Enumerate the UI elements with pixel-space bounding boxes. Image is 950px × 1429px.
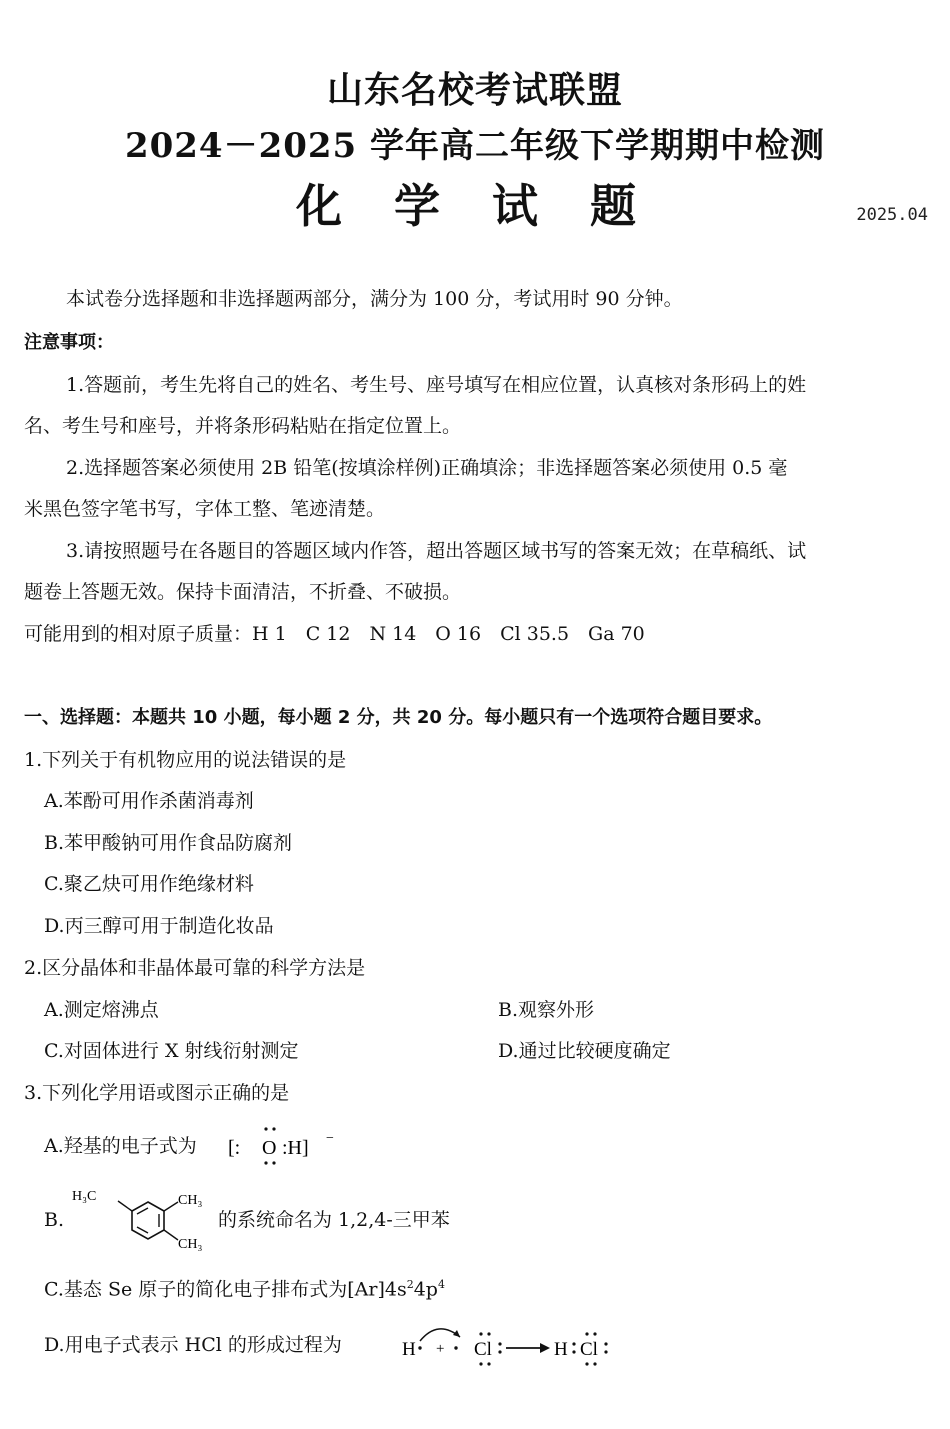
q1-option-b: B.苯甲酸钠可用作食品防腐剂 [44,832,293,854]
formula-oxygen: O [262,1137,277,1159]
q3-option-a-text: A.羟基的电子式为 [44,1135,197,1157]
note-1-line-1: 1.答题前，考生先将自己的姓名、考生号、座号填写在相应位置，认真核对条形码上的姓 [66,374,807,396]
substituent-ch3-bottom: CH₃ [178,1237,203,1252]
exam-term-title: 2024－2025 学年高二年级下学期期中检测 [124,126,826,166]
intro-text: 本试卷分选择题和非选择题两部分，满分为 100 分，考试用时 90 分钟。 [66,288,683,310]
formation-cl-left: Cl [474,1339,492,1360]
formation-cl-right: Cl [580,1339,598,1360]
substituent-h3c: H₃C [72,1189,97,1204]
q3-option-d-text: D.用电子式表示 HCl 的形成过程为 [44,1334,342,1356]
formation-plus: + [436,1341,445,1357]
q3-option-c-sup-2: 4 [437,1278,445,1291]
note-3-line-2: 题卷上答题无效。保持卡面清洁，不折叠、不破损。 [24,581,462,603]
hcl-formation-process [398,1315,620,1371]
section-1-heading: 一、选择题：本题共 10 小题，每小题 2 分，共 20 分。每小题只有一个选项符合题目要求。 [24,707,773,728]
formation-h-right: H [554,1339,568,1360]
substituent-ch3-top: CH₃ [178,1193,203,1208]
q1-option-c: C.聚乙炔可用作绝缘材料 [44,873,254,895]
formula-charge: − [326,1131,334,1146]
q2-option-c: C.对固体进行 X 射线衍射测定 [44,1040,299,1062]
note-2-line-1: 2.选择题答案必须使用 2B 铅笔(按填涂样例)正确填涂；非选择题答案必须使用 0.5 毫 [66,457,788,479]
q3-option-b-label: B. [44,1209,65,1231]
note-1-line-2: 名、考生号和座号，并将条形码粘贴在指定位置上。 [24,415,462,437]
q2-stem: 2.区分晶体和非晶体最可靠的科学方法是 [24,957,366,979]
note-3-line-1: 3.请按照题号在各题目的答题区域内作答，超出答题区域书写的答案无效；在草稿纸、试 [66,540,807,562]
atomic-masses: 可能用到的相对原子质量：H 1 C 12 N 14 O 16 Cl 35.5 Ga 70 [24,623,645,645]
note-2-line-2: 米黑色签字笔书写，字体工整、笔迹清楚。 [24,498,386,520]
q1-stem: 1.下列关于有机物应用的说法错误的是 [24,749,347,771]
q2-option-b: B.观察外形 [498,999,595,1021]
exam-subject-title: 化 学 试 题 [295,179,655,233]
q1-option-a: A.苯酚可用作杀菌消毒剂 [44,790,254,812]
q3-option-c-mid: 4p [413,1278,438,1301]
q1-option-d: D.丙三醇可用于制造化妆品 [44,915,274,937]
notes-heading: 注意事项： [24,332,114,353]
q3-option-b-text: 的系统命名为 1,2,4-三甲苯 [218,1209,450,1231]
formula-rest: :H] [282,1137,309,1159]
q2-option-d: D.通过比较硬度确定 [498,1040,671,1062]
exam-organization: 山东名校考试联盟 [326,69,623,111]
hydroxyl-electron-formula [226,1118,346,1174]
formation-h-left: H [402,1339,416,1360]
q3-option-c [44,1272,445,1302]
q3-stem: 3.下列化学用语或图示正确的是 [24,1082,290,1104]
q3-option-c-sup-1: 2 [406,1278,414,1291]
formula-bracket-open: [: [228,1137,241,1159]
q3-option-c-text: C.基态 Se 原子的简化电子排布式为[Ar]4s [44,1278,407,1301]
q2-option-a: A.测定熔沸点 [44,999,159,1021]
exam-date: 2025.04 [856,205,928,225]
trimethylbenzene-structure [68,1180,214,1256]
